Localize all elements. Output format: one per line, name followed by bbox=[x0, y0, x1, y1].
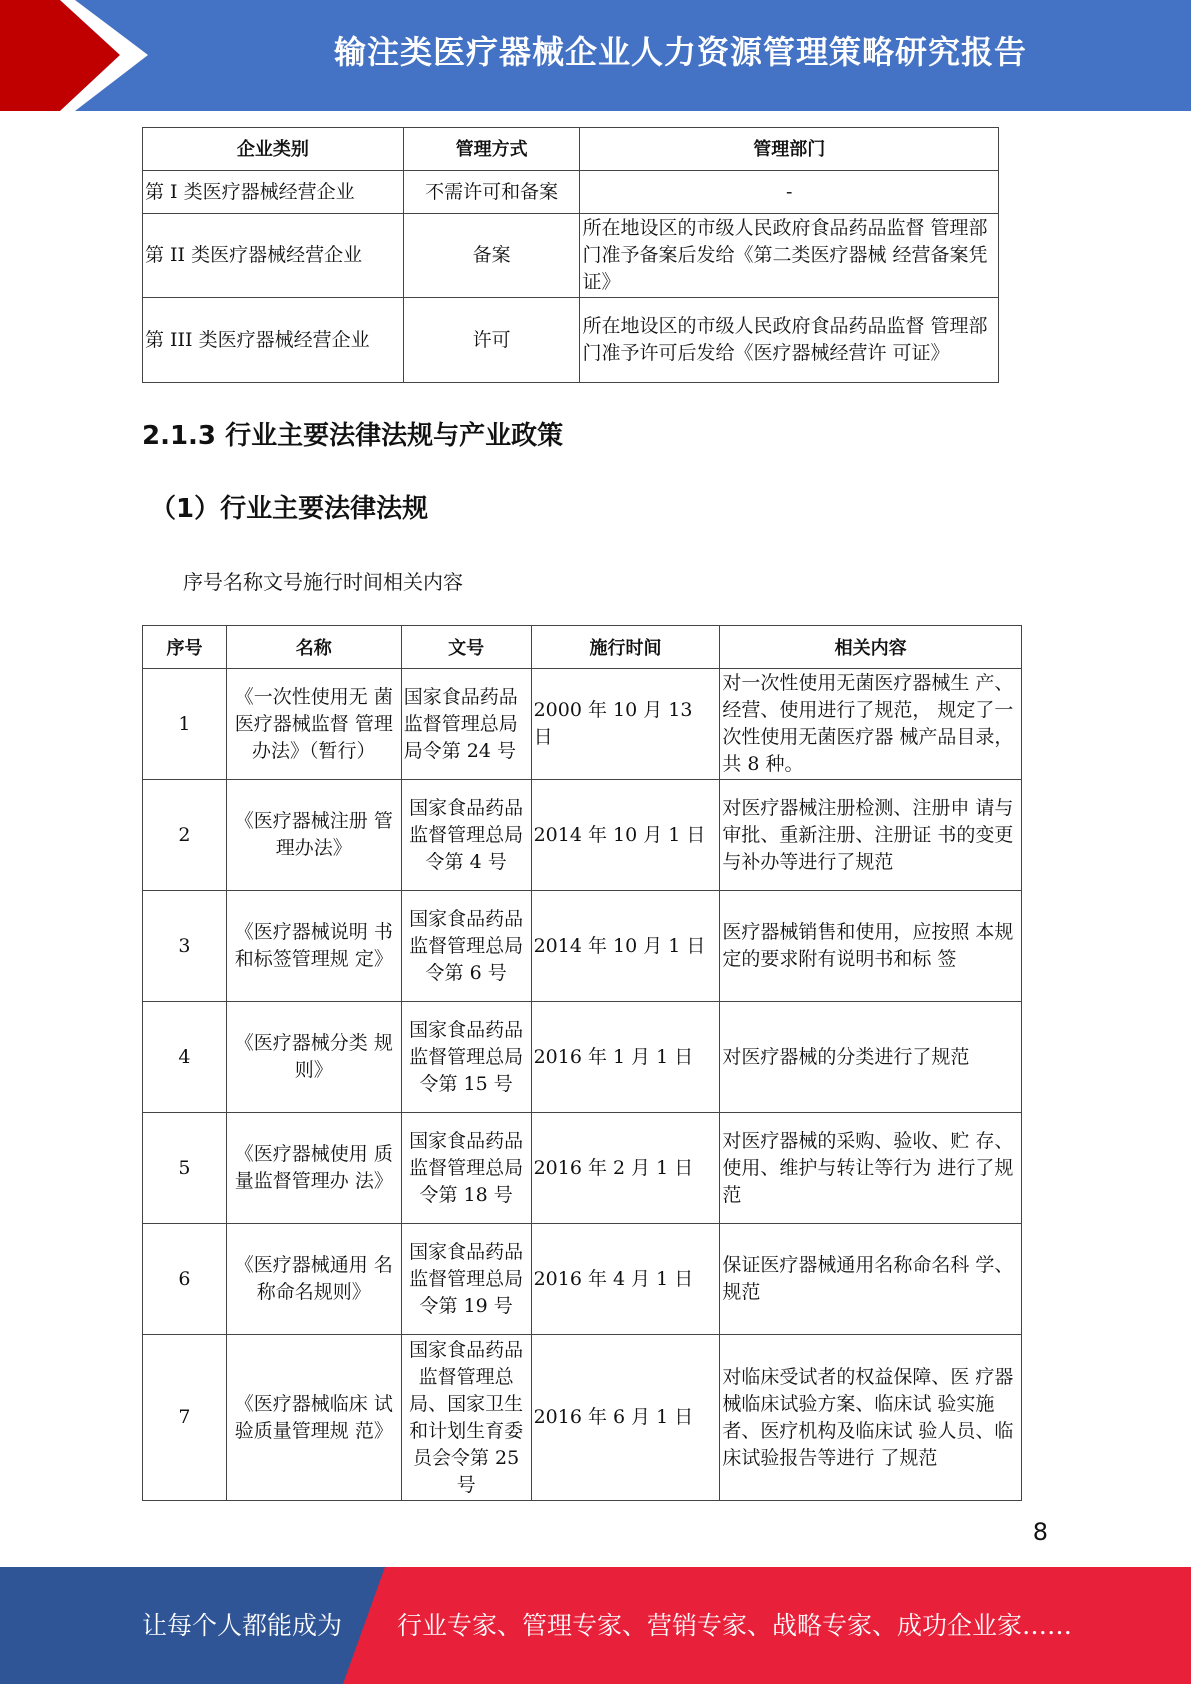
table-cell: 5 bbox=[143, 1113, 227, 1224]
table-cell: 3 bbox=[143, 891, 227, 1002]
table-cell: 备案 bbox=[403, 214, 580, 298]
table-header-cell: 施行时间 bbox=[531, 626, 720, 669]
table-cell: 7 bbox=[143, 1335, 227, 1501]
table-header-cell: 名称 bbox=[226, 626, 401, 669]
table-cell: 国家食品药品监督管理总局令第 15 号 bbox=[401, 1002, 531, 1113]
table-row bbox=[143, 1224, 1022, 1335]
table-cell: 国家食品药品监督管理总局局令第 24 号 bbox=[401, 669, 531, 780]
table-cell: 对医疗器械的分类进行了规范 bbox=[720, 1002, 1022, 1113]
table-row bbox=[143, 1335, 1022, 1501]
intro-paragraph: 序号名称文号施行时间相关内容 bbox=[183, 570, 463, 594]
table-cell: 医疗器械销售和使用，应按照 本规定的要求附有说明书和标 签 bbox=[720, 891, 1022, 1002]
table-cell: 2014 年 10 月 1 日 bbox=[531, 891, 720, 1002]
page-footer-banner bbox=[0, 1567, 1191, 1684]
table-cell: 6 bbox=[143, 1224, 227, 1335]
table-cell: 4 bbox=[143, 1002, 227, 1113]
table-cell: 2016 年 2 月 1 日 bbox=[531, 1113, 720, 1224]
table-header-cell: 相关内容 bbox=[720, 626, 1022, 669]
enterprise-category-table bbox=[142, 127, 999, 383]
table-cell: 《医疗器械注册 管理办法》 bbox=[226, 780, 401, 891]
table-cell: 2016 年 4 月 1 日 bbox=[531, 1224, 720, 1335]
table-row bbox=[143, 1113, 1022, 1224]
table-cell: 不需许可和备案 bbox=[403, 171, 580, 214]
table-header-cell: 企业类别 bbox=[143, 128, 404, 171]
table-cell: 《医疗器械临床 试验质量管理规 范》 bbox=[226, 1335, 401, 1501]
table-cell: 2014 年 10 月 1 日 bbox=[531, 780, 720, 891]
table-header-cell: 文号 bbox=[401, 626, 531, 669]
table-cell: - bbox=[580, 171, 999, 214]
table-cell: 2016 年 6 月 1 日 bbox=[531, 1335, 720, 1501]
table-cell: 《医疗器械使用 质量监督管理办 法》 bbox=[226, 1113, 401, 1224]
table-cell: 《医疗器械分类 规则》 bbox=[226, 1002, 401, 1113]
table-cell: 许可 bbox=[403, 298, 580, 383]
table-row bbox=[143, 891, 1022, 1002]
table-cell: 所在地设区的市级人民政府食品药品监督 管理部门准予备案后发给《第二类医疗器械 经营备案凭证》 bbox=[580, 214, 999, 298]
table-row bbox=[143, 171, 999, 214]
table-row bbox=[143, 214, 999, 298]
red-arrow-decoration bbox=[0, 0, 170, 111]
document-title: 输注类医疗器械企业人力资源管理策略研究报告 bbox=[333, 33, 1027, 71]
table-cell: 《医疗器械通用 名称命名规则》 bbox=[226, 1224, 401, 1335]
table-cell: 国家食品药品监督管理总局、国家卫生和计划生育委员会令第 25 号 bbox=[401, 1335, 531, 1501]
page-header-banner bbox=[0, 0, 1191, 111]
section-heading: 2.1.3 行业主要法律法规与产业政策 bbox=[142, 421, 564, 451]
subsection-heading: （1）行业主要法律法规 bbox=[150, 494, 429, 524]
table-row bbox=[143, 669, 1022, 780]
table-header-row bbox=[143, 128, 999, 171]
table-cell: 对一次性使用无菌医疗器械生 产、经营、使用进行了规范， 规定了一次性使用无菌医疗器 械产品目录，共 8 种。 bbox=[720, 669, 1022, 780]
table-cell: 第 I 类医疗器械经营企业 bbox=[143, 171, 404, 214]
footer-slogan-right: 行业专家、管理专家、营销专家、战略专家、成功企业家…… bbox=[397, 1611, 1073, 1640]
table-row bbox=[143, 780, 1022, 891]
table-header-cell: 管理部门 bbox=[580, 128, 999, 171]
table-cell: 国家食品药品监督管理总局令第 18 号 bbox=[401, 1113, 531, 1224]
table-cell: 1 bbox=[143, 669, 227, 780]
table-cell: 对临床受试者的权益保障、医 疗器械临床试验方案、临床试 验实施者、医疗机构及临床试 验人员、临床试验报告等进行 了规范 bbox=[720, 1335, 1022, 1501]
table-cell: 2016 年 1 月 1 日 bbox=[531, 1002, 720, 1113]
page-number: 8 bbox=[1032, 1518, 1048, 1546]
table-cell: 《一次性使用无 菌医疗器械监督 管理办法》（暂行） bbox=[226, 669, 401, 780]
table-cell: 所在地设区的市级人民政府食品药品监督 管理部门准予许可后发给《医疗器械经营许 可证》 bbox=[580, 298, 999, 383]
laws-regulations-table bbox=[142, 625, 1022, 1501]
table-row bbox=[143, 1002, 1022, 1113]
table-row bbox=[143, 298, 999, 383]
table-cell: 对医疗器械注册检测、注册申 请与审批、重新注册、注册证 书的变更与补办等进行了规范 bbox=[720, 780, 1022, 891]
table-cell: 《医疗器械说明 书和标签管理规 定》 bbox=[226, 891, 401, 1002]
table-cell: 2 bbox=[143, 780, 227, 891]
table-cell: 对医疗器械的采购、验收、贮 存、使用、维护与转让等行为 进行了规范 bbox=[720, 1113, 1022, 1224]
table-cell: 第 III 类医疗器械经营企业 bbox=[143, 298, 404, 383]
table-cell: 国家食品药品监督管理总局令第 19 号 bbox=[401, 1224, 531, 1335]
table-cell: 2000 年 10 月 13 日 bbox=[531, 669, 720, 780]
table-header-row bbox=[143, 626, 1022, 669]
table-cell: 第 II 类医疗器械经营企业 bbox=[143, 214, 404, 298]
table-header-cell: 序号 bbox=[143, 626, 227, 669]
table-cell: 国家食品药品监督管理总局令第 4 号 bbox=[401, 780, 531, 891]
footer-slogan-left: 让每个人都能成为 bbox=[142, 1611, 343, 1640]
table-header-cell: 管理方式 bbox=[403, 128, 580, 171]
table-cell: 保证医疗器械通用名称命名科 学、规范 bbox=[720, 1224, 1022, 1335]
table-cell: 国家食品药品监督管理总局令第 6 号 bbox=[401, 891, 531, 1002]
